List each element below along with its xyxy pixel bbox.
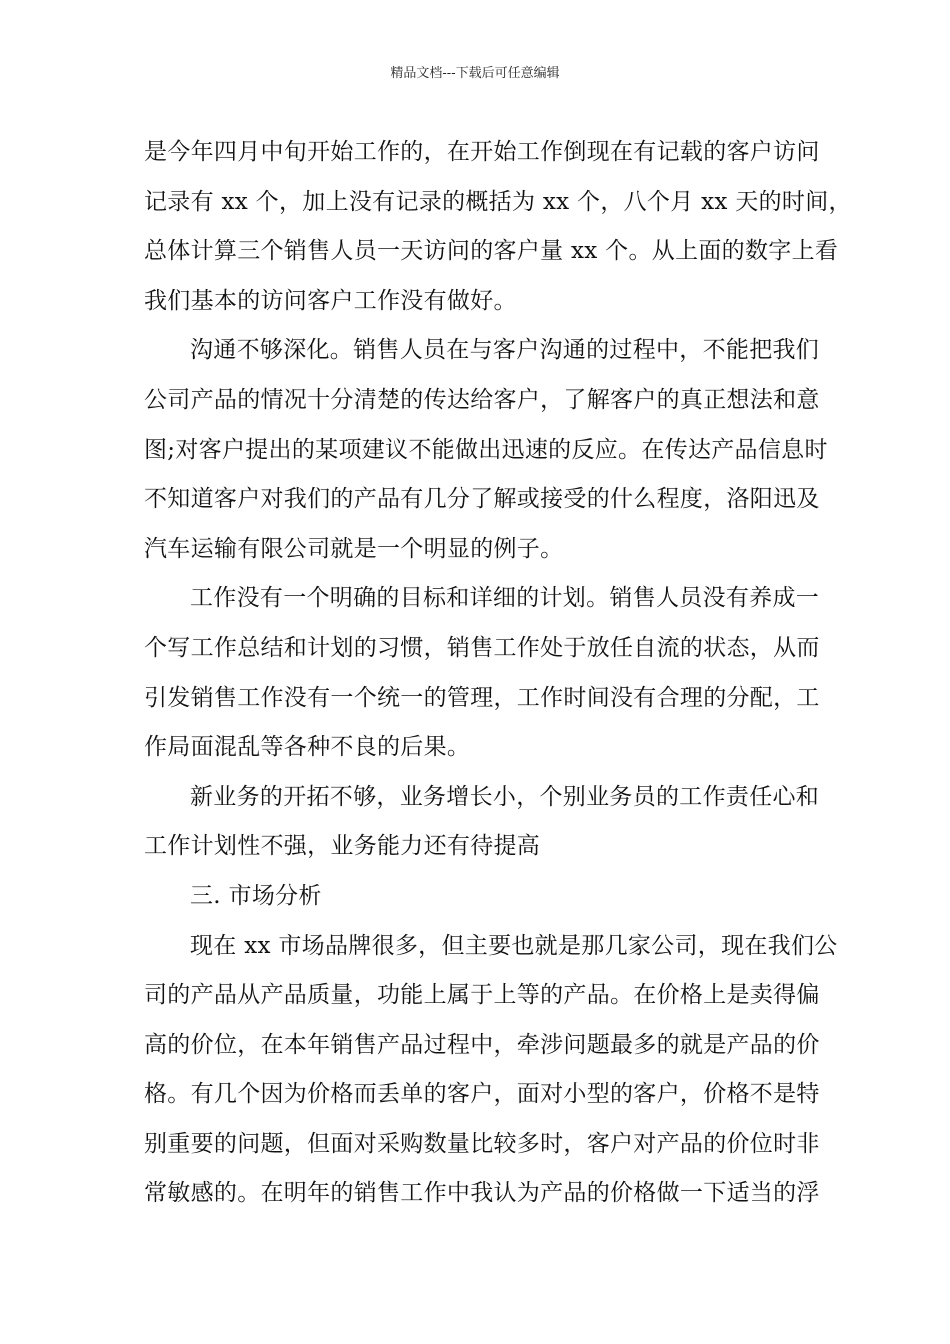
text-line: 工作计划性不强，业务能力还有待提高: [144, 833, 541, 860]
paragraph-start-line: 工作没有一个明确的目标和详细的计划。销售人员没有养成一: [190, 585, 820, 612]
text-line: 个写工作总结和计划的习惯，销售工作处于放任自流的状态，从而: [144, 634, 820, 661]
text-line: 引发销售工作没有一个统一的管理，工作时间没有合理的分配，工: [144, 684, 820, 711]
text-line: 汽车运输有限公司就是一个明显的例子。: [144, 535, 564, 562]
text-line: 我们基本的访问客户工作没有做好。: [144, 287, 517, 314]
paragraph-start-line: 现在 xx 市场品牌很多，但主要也就是那几家公司，现在我们公: [190, 932, 838, 959]
text-line: 图;对客户提出的某项建议不能做出迅速的反应。在传达产品信息时: [144, 436, 828, 463]
text-line: 作局面混乱等各种不良的后果。: [144, 734, 471, 761]
text-line: 公司产品的情况十分清楚的传达给客户，了解客户的真正想法和意: [144, 386, 820, 413]
text-line: 常敏感的。在明年的销售工作中我认为产品的价格做一下适当的浮: [144, 1180, 820, 1207]
text-line: 是今年四月中旬开始工作的，在开始工作倒现在有记载的客户访问: [144, 139, 820, 165]
paragraph-start-line: 新业务的开拓不够，业务增长小，个别业务员的工作责任心和: [190, 783, 820, 810]
text-line: 高的价位，在本年销售产品过程中，牵涉问题最多的就是产品的价: [144, 1031, 820, 1058]
text-line: 不知道客户对我们的产品有几分了解或接受的什么程度，洛阳迅及: [144, 486, 820, 513]
text-line: 记录有 xx 个，加上没有记录的概括为 xx 个，八个月 xx 天的时间，: [144, 188, 852, 215]
section-heading: 三. 市场分析: [190, 882, 322, 909]
page-header: 精品文档---下载后可任意编辑: [390, 66, 560, 81]
document-body: [144, 128, 852, 1219]
paragraph-start-line: 沟通不够深化。销售人员在与客户沟通的过程中，不能把我们: [190, 337, 820, 364]
text-line: 司的产品从产品质量，功能上属于上等的产品。在价格上是卖得偏: [144, 982, 820, 1009]
text-line: 别重要的问题，但面对采购数量比较多时，客户对产品的价位时非: [144, 1130, 820, 1157]
text-line: 总体计算三个销售人员一天访问的客户量 xx 个。从上面的数字上看: [144, 238, 839, 265]
text-line: 格。有几个因为价格而丢单的客户，面对小型的客户，价格不是特: [144, 1081, 820, 1108]
